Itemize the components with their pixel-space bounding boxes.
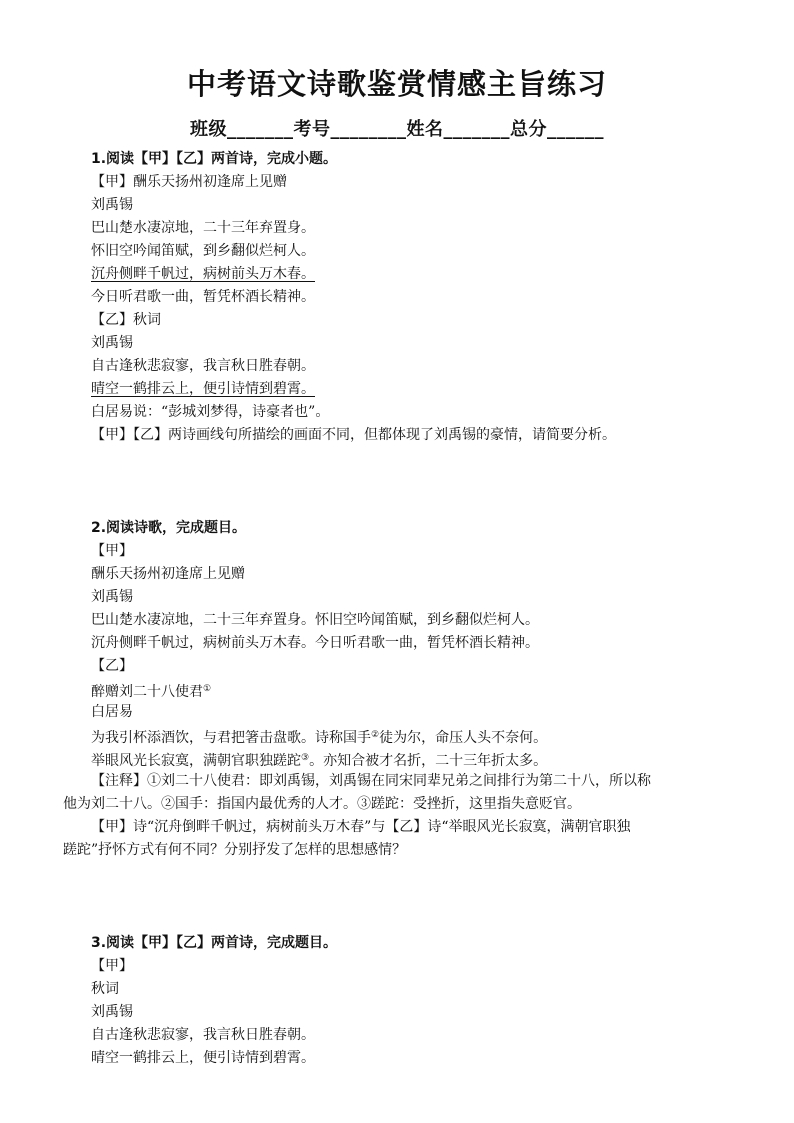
q3-jia-author: 刘禹锡 [91,1004,133,1020]
q1-jia-title: 【甲】酬乐天扬州初逢席上见赠 [91,174,287,190]
student-info-line: 班级_______考号________姓名_______总分______ [190,119,604,140]
q2-yi-line1-a: 为我引杯添酒饮，与君把箸击盘歌。诗称国手 [91,730,371,746]
q2-yi-title-note-mark: ① [203,684,212,694]
q2-yi-title: 醉赠刘二十八使君 [91,684,203,700]
q1-jia-line1: 巴山楚水凄凉地，二十三年弃置身。 [91,220,315,236]
q1-heading: 1.阅读【甲】【乙】两首诗，完成小题。 [91,151,338,167]
q2-yi-line2-note-mark: ③ [301,753,310,763]
q2-note-line2: 他为刘二十八。②国手：指国内最优秀的人才。③蹉跎：受挫折，这里指失意贬官。 [63,796,581,812]
q1-question: 【甲】【乙】两诗画线句所描绘的画面不同，但都体现了刘禹锡的豪情，请简要分析。 [91,427,616,443]
q1-yi-line1: 自古逢秋悲寂寥，我言秋日胜春朝。 [91,358,315,374]
q1-jia-line3-underlined: 沉舟侧畔千帆过，病树前头万木春。 [91,266,315,282]
q1-jia-author: 刘禹锡 [91,197,133,213]
q3-jia-line1: 自古逢秋悲寂寥，我言秋日胜春朝。 [91,1027,315,1043]
q2-yi-line2 [91,749,547,770]
q2-yi-author: 白居易 [91,704,133,720]
q3-jia-mark: 【甲】 [91,958,133,974]
q2-yi-line2-a: 举眼风光长寂寞，满朝官职独蹉跎 [91,753,301,769]
q2-jia-mark: 【甲】 [91,543,133,559]
q2-yi-line1 [91,726,547,747]
q3-jia-line2: 晴空一鹤排云上，便引诗情到碧霄。 [91,1050,315,1066]
q2-heading: 2.阅读诗歌，完成题目。 [91,520,247,536]
q2-jia-line2: 沉舟侧畔千帆过，病树前头万木春。今日听君歌一曲，暂凭杯酒长精神。 [91,635,539,651]
q1-quote: 白居易说：“彭城刘梦得，诗豪者也”。 [91,404,330,420]
q2-question-line1: 【甲】诗“沉舟倒畔千帆过，病树前头万木春”与【乙】诗“举眼风光长寂寞，满朝官职独 [91,819,631,835]
q1-yi-title: 【乙】秋词 [91,312,161,328]
q2-yi-title-line [91,680,211,701]
q2-jia-author: 刘禹锡 [91,589,133,605]
q2-yi-line2-b: 。亦知合被才名折，二十三年折太多。 [309,753,548,769]
q2-yi-line1-note-mark: ② [371,730,380,740]
q2-jia-title: 酬乐天扬州初逢席上见赠 [91,566,245,582]
page-title: 中考语文诗歌鉴赏情感主旨练习 [186,67,607,101]
q3-heading: 3.阅读【甲】【乙】两首诗，完成题目。 [91,935,338,951]
q1-yi-author: 刘禹锡 [91,335,133,351]
q2-yi-line1-b: 徒为尔，命压人头不奈何。 [379,730,548,746]
q2-yi-mark: 【乙】 [91,658,133,674]
q2-jia-line1: 巴山楚水凄凉地，二十三年弃置身。怀旧空吟闻笛赋，到乡翻似烂柯人。 [91,612,539,628]
q1-jia-line4: 今日听君歌一曲，暂凭杯酒长精神。 [91,289,315,305]
q2-question-line2: 蹉跎”抒怀方式有何不同？分别抒发了怎样的思想感情？ [63,842,407,858]
q3-jia-title: 秋词 [91,981,119,997]
q1-jia-line2: 怀旧空吟闻笛赋，到乡翻似烂柯人。 [91,243,315,259]
q1-yi-line2-underlined: 晴空一鹤排云上，便引诗情到碧霄。 [91,381,315,397]
q2-note-line1: 【注释】①刘二十八使君：即刘禹锡，刘禹锡在同宋同辈兄弟之间排行为第二十八，所以称 [91,773,651,789]
